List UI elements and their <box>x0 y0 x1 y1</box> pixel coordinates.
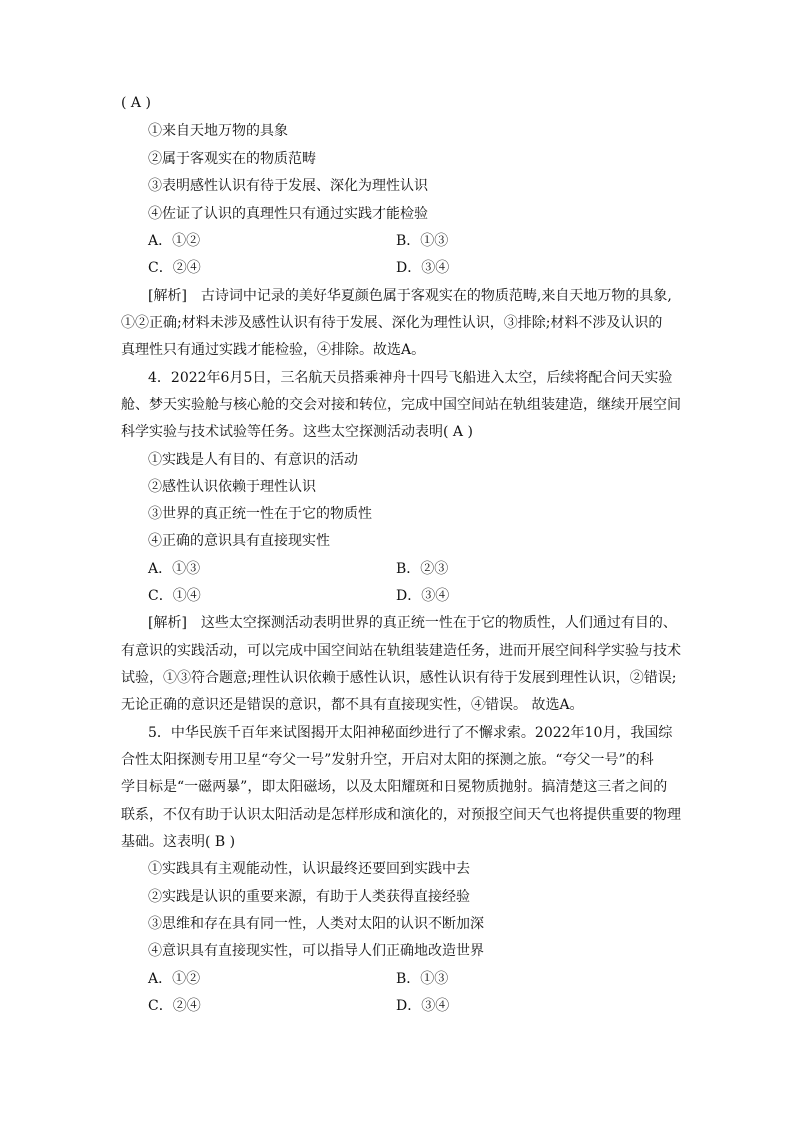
q4-analysis-line-4: 无论正确的意识还是错误的意识，都不具有直接现实性，④错误。 故选A。 <box>121 697 584 713</box>
q4-option-c: C．①④ <box>148 588 201 604</box>
q3-item-3: ③表明感性认识有待于发展、深化为理性认识 <box>148 178 428 194</box>
q3-option-b: B．①③ <box>396 233 449 249</box>
q5-option-c: C．②④ <box>148 998 201 1014</box>
q5-item-1: ①实践具有主观能动性，认识最终还要回到实践中去 <box>148 861 470 877</box>
q4-option-a: A．①③ <box>148 561 201 577</box>
q4-item-1: ①实践是人有目的、有意识的活动 <box>148 452 358 468</box>
q3-analysis-line-1: [解析] 古诗词中记录的美好华夏颜色属于客观实在的物质范畴,来自天地万物的具象, <box>148 288 672 304</box>
q4-stem-line-1: 4．2022年6月5日，三名航天员搭乘神舟十四号飞船进入太空，后续将配合问天实验 <box>148 370 673 386</box>
q3-item-2: ②属于客观实在的物质范畴 <box>148 151 316 167</box>
q4-stem-line-3: 科学实验与技术试验等任务。这些太空探测活动表明( A ) <box>121 424 473 440</box>
q5-item-3: ③思维和存在具有同一性，人类对太阳的认识不断加深 <box>148 916 484 932</box>
q5-stem-line-4: 联系，不仅有助于认识太阳活动是怎样形成和演化的，对预报空间天气也将提供重要的物理 <box>121 807 681 823</box>
q3-option-d: D．③④ <box>396 260 450 276</box>
q4-item-4: ④正确的意识具有直接现实性 <box>148 533 330 549</box>
q4-analysis-line-1: [解析] 这些太空探测活动表明世界的真正统一性在于它的物质性，人们通过有目的、 <box>148 615 677 631</box>
q3-answer-line: ( A ) <box>121 95 151 111</box>
q4-analysis-line-3: 试验，①③符合题意;理性认识依赖于感性认识，感性认识有待于发展到理性认识，②错误; <box>121 670 677 686</box>
q3-analysis-line-2: ①②正确;材料未涉及感性认识有待于发展、深化为理性认识，③排除;材料不涉及认识的 <box>121 315 663 331</box>
q3-analysis-line-3: 真理性只有通过实践才能检验，④排除。故选A。 <box>121 342 426 358</box>
q3-item-1: ①来自天地万物的具象 <box>148 123 288 139</box>
q3-option-c: C．②④ <box>148 260 201 276</box>
q4-analysis-line-2: 有意识的实践活动，可以完成中国空间站在轨组装建造任务，进而开展空间科学实验与技术 <box>121 643 681 659</box>
q4-item-2: ②感性认识依赖于理性认识 <box>148 479 316 495</box>
q5-option-b: B．①③ <box>396 971 449 987</box>
q3-item-4: ④佐证了认识的真理性只有通过实践才能检验 <box>148 206 428 222</box>
q4-item-3: ③世界的真正统一性在于它的物质性 <box>148 506 372 522</box>
q5-option-d: D．③④ <box>396 998 450 1014</box>
q5-stem-line-5: 基础。这表明( B ) <box>121 834 236 850</box>
q5-stem-line-2: 合性太阳探测专用卫星“夸父一号”发射升空，开启对太阳的探测之旅。“夸父一号”的科 <box>121 752 654 768</box>
q5-item-2: ②实践是认识的重要来源，有助于人类获得直接经验 <box>148 889 470 905</box>
q5-stem-line-1: 5．中华民族千百年来试图揭开太阳神秘面纱进行了不懈求索。2022年10月，我国综 <box>148 725 673 741</box>
q5-stem-line-3: 学目标是“一磁两暴”，即太阳磁场，以及太阳耀斑和日冕物质抛射。搞清楚这三者之间的 <box>121 779 668 795</box>
q3-option-a: A．①② <box>148 233 201 249</box>
q4-option-b: B．②③ <box>396 561 449 577</box>
q4-stem-line-2: 舱、梦天实验舱与核心舱的交会对接和转位，完成中国空间站在轨组装建造，继续开展空间 <box>121 397 681 413</box>
q5-option-a: A．①② <box>148 971 201 987</box>
q4-option-d: D．③④ <box>396 588 450 604</box>
q5-item-4: ④意识具有直接现实性，可以指导人们正确地改造世界 <box>148 943 484 959</box>
